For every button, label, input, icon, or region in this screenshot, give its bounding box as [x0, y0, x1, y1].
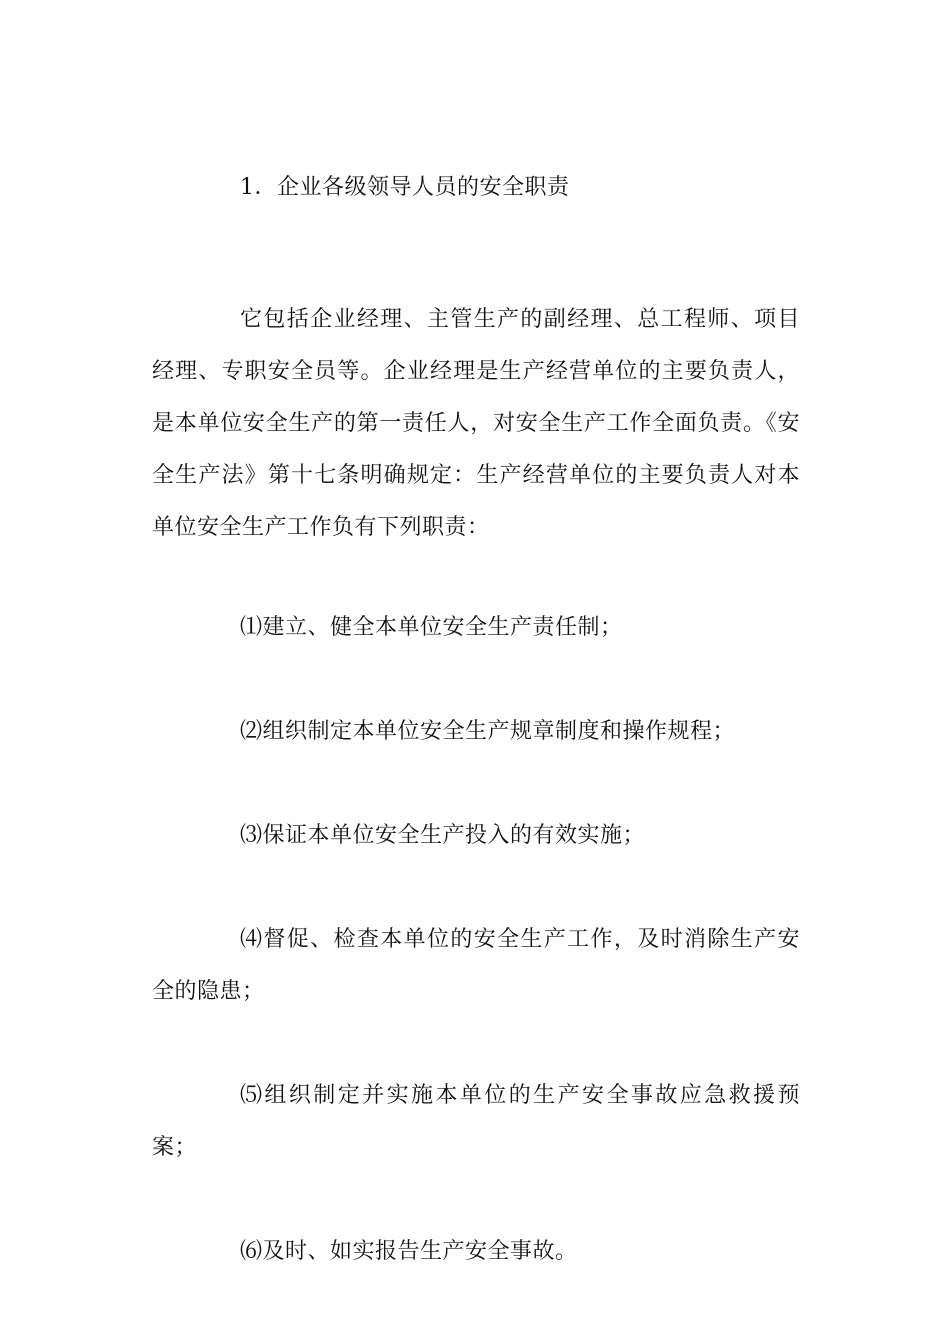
duty-list — [152, 602, 800, 1278]
section-heading: 1．企业各级领导人员的安全职责 — [240, 175, 570, 200]
duty-item-5: ⑸组织制定并实施本单位的生产安全事故应急救援预案； — [152, 1083, 800, 1160]
duty-item-3: ⑶保证本单位安全生产投入的有效实施； — [240, 823, 646, 848]
duty-item-4: ⑷督促、检查本单位的安全生产工作，及时消除生产安全的隐患； — [152, 927, 800, 1004]
duty-item-2: ⑵组织制定本单位安全生产规章制度和操作规程； — [240, 719, 736, 744]
intro-paragraph: 它包括企业经理、主管生产的副经理、总工程师、项目经理、专职安全员等。企业经理是生产经营单位的主要负责人，是本单位安全生产的第一责任人，对安全生产工作全面负责。《安全生产法》第十七条明确规定：生产经营单位的主要负责人对本单位安全生产工作负有下列职责： — [152, 307, 800, 540]
duty-item-6: ⑹及时、如实报告生产安全事故。 — [240, 1239, 578, 1264]
duty-item-1: ⑴建立、健全本单位安全生产责任制； — [240, 615, 623, 640]
document-body — [152, 170, 800, 1278]
